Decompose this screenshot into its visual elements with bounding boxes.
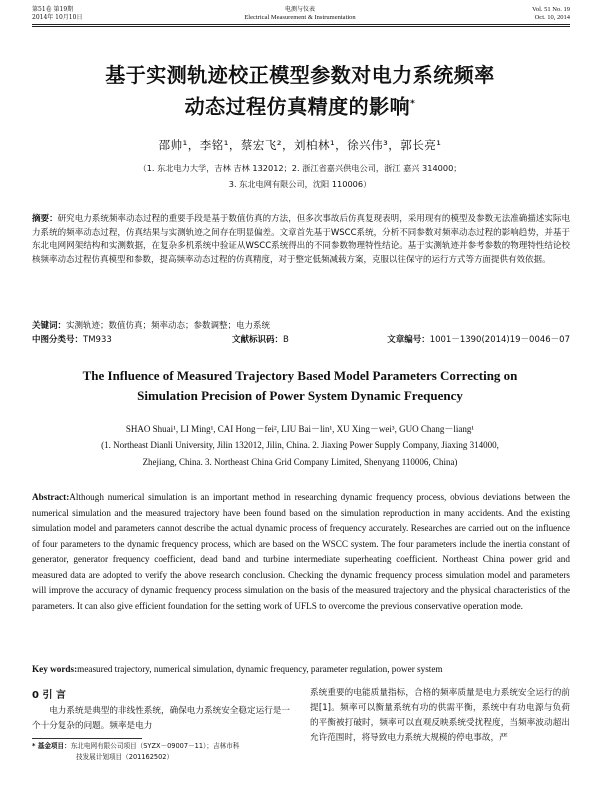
abstract-cn-text: 研究电力系统频率动态过程的重要手段是基于数值仿真的方法，但多次事故后仿真复现表明，采用现有的模型及参数无法准确描述实际电力系统的频率动态过程，仿真结果与实测轨迹之间存在明显偏差。文章首先基于WSCC系统，分析不同参数对频率动态过程的影响趋势，并基于东北电网网架结构和实测数据，在复杂多机系统中验证从WSCC系统得出的不同参数物理特性结论。基于实测轨迹并参考参数的物理特性结论校核频率动态过程仿真模型和参数，提高频率动态过程的仿真精度，对于整定低频减载方案，克服以往保守的运行方式等方面提供有效依据。 [32,214,570,265]
footnote-line2: 技发展计划项目（201162502） [76,753,174,761]
keywords-cn-text: 实测轨迹；数值仿真；频率动态；参数调整；电力系统 [66,321,271,331]
abstract-en-text: Although numerical simulation is an important method in researching dynamic frequency process, obvious deviations between the numerical simulation and the measured trajectory have been found based on the simulation reproduction in many accidents. And the existing simulation model and parameters cannot describe the actual dynamic process of frequency accurately. Researches are carried out on the influence of four parameters to the dynamic frequency process, which are based on the WSCC system. The four parameters include the inertia constant of generator, generator frequency coefficient, dead band and turbine intermediate superheating coefficient. Northeast China power grid and measured data are adopted to verify the above research conclusion. Checking the dynamic frequency process simulation model and parameters will improve the accuracy of dynamic frequency process simulation on the basis of the measured trajectory and the physical characteristics of the parameters. It can also give efficient foundation for the setting work of UFLS to overcome the previous conservative operation mode. [32,492,570,611]
footnote-rule [32,738,142,739]
title-en-line1: The Influence of Measured Trajectory Based Model Parameters Correcting on [82,368,518,383]
section-heading: 0 引 言 [32,690,66,701]
header-journal-en: Electrical Measurement & Instrumentation [244,14,356,21]
keywords-en-text: measured trajectory, numerical simulation, dynamic frequency, parameter regulation, power system [77,664,443,674]
header-journal-cn: 电测与仪表 [284,6,315,13]
abstract-cn-label: 摘要： [32,214,58,224]
article-no-value: 1001－1390(2014)19－0046－07 [429,335,570,345]
header-rule-2 [32,26,570,27]
header-volume-en: Vol. 51 No. 19 [532,6,570,13]
clc-label: 中图分类号： [32,335,84,345]
affiliation-en-line2: Zhejiang, China. 3. Northeast China Grid Company Limited, Shenyang 110006, China) [142,457,458,467]
section-left-text: 电力系统是典型的非线性系统，确保电力系统安全稳定运行是一个十分复杂的问题。频率是电力 [32,706,290,731]
authors-en: SHAO Shuai¹, LI Ming¹, CAI Hong－fei², LIU Bai－lin¹, XU Xing－wei³, GUO Chang－liang¹ [125,424,475,434]
clc-value: TM933 [83,335,112,345]
title-cn-line1: 基于实测轨迹校正模型参数对电力系统频率 [105,63,495,87]
affiliation-en-line1: (1. Northeast Dianli University, Jilin 132012, Jilin, China. 2. Jiaxing Power Supply Company, Jiaxing 314000, [101,440,499,450]
section-right-text: 系统重要的电能质量指标，合格的频率质量是电力系统安全运行的前提[1]。频率可以衡量系统有功的供需平衡，系统中有功电源与负荷的平衡被打破时，频率可以直观反映系统受扰程度，当频率波动超出允许范围时，将导致电力系统大规模的停电事故，严 [310,688,570,743]
header-rule [32,24,570,25]
footnote-label: * 基金项目： [32,742,71,750]
title-en-line2: Simulation Precision of Power System Dynamic Frequency [137,388,463,403]
doc-code-value: B [283,335,289,345]
abstract-en-label: Abstract: [32,492,70,502]
keywords-en-label: Key words: [32,664,78,674]
keywords-cn [32,320,570,334]
doc-code-label: 文献标识码： [232,335,284,345]
article-no-label: 文章编号： [387,335,430,345]
title-footnote-marker: * [410,99,416,109]
abstract-cn [32,213,570,267]
keywords-cn-label: 关键词： [32,321,67,331]
title-cn-line2: 动态过程仿真精度的影响 [184,94,411,119]
abstract-en [32,490,570,614]
affiliation-cn-line1: （1. 东北电力大学，吉林 吉林 132012；2. 浙江省嘉兴供电公司，浙江 嘉兴 314000； [138,163,462,173]
keywords-en [32,662,570,678]
title-cn-line2-wrap [0,91,600,120]
authors-cn: 邵帅¹，李铭¹，蔡宏飞²，刘柏林¹，徐兴伟³，郭长亮¹ [158,138,442,152]
header-date-cn: 2014年 10月10日 [32,14,83,21]
header-date-en: Oct. 10, 2014 [534,14,570,21]
header-volume-cn: 第51卷 第19期 [32,6,74,13]
footnote-line1: 东北电网有限公司项目（SYZX－09007－11）；吉林市科 [70,742,240,750]
footnote [32,741,294,763]
affiliation-cn-line2: 3. 东北电网有限公司，沈阳 110006） [228,179,372,189]
